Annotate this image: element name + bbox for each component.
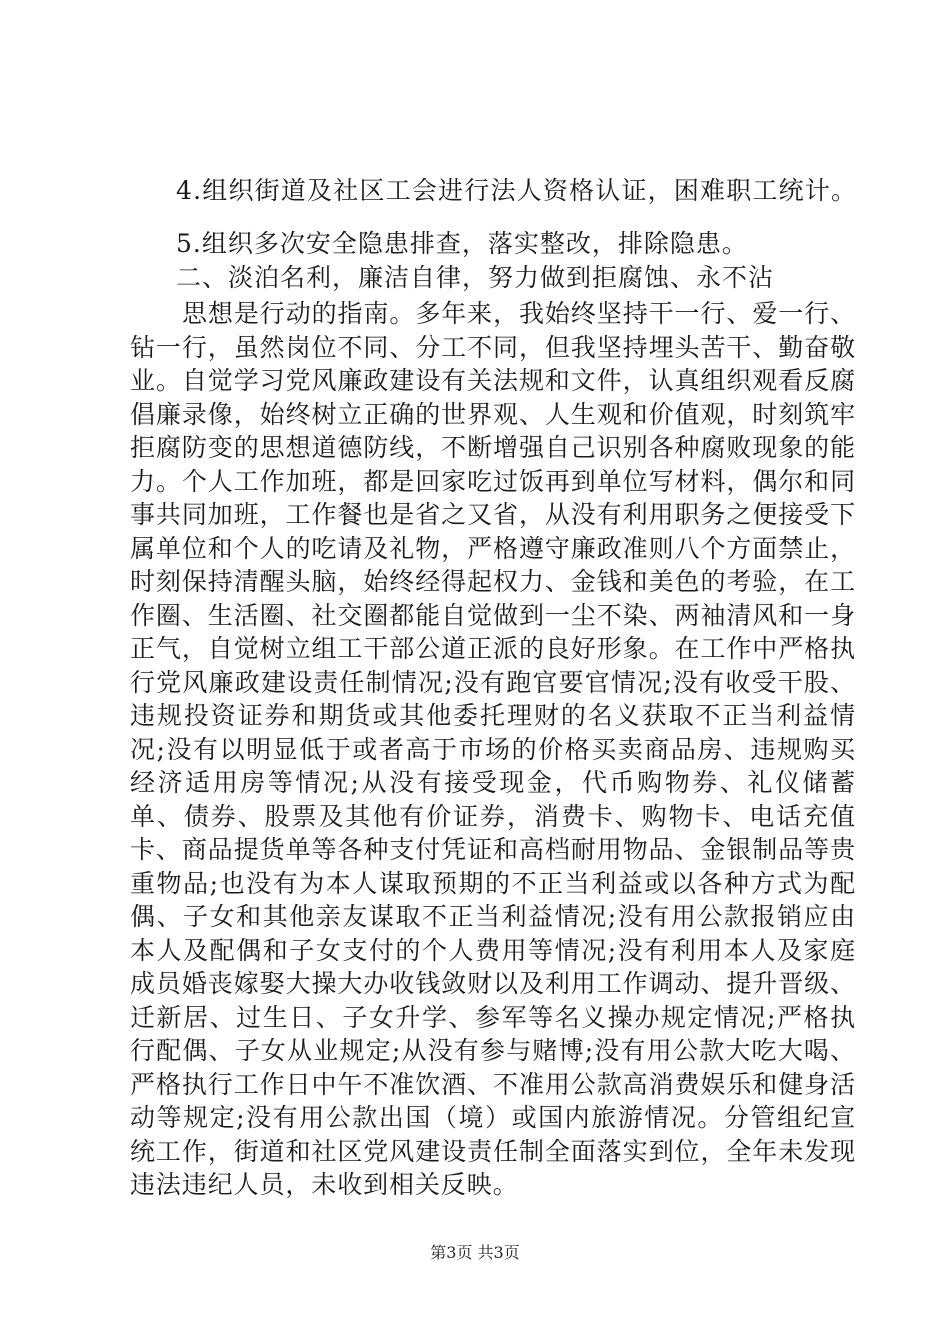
page-footer: 第3页 共3页 — [430, 1243, 520, 1262]
section-heading: 二、淡泊名利，廉洁自律，努力做到拒腐蚀、永不沾 — [176, 263, 775, 292]
list-item-4: 4.组织街道及社区工会进行法人资格认证，困难职工统计。 — [176, 176, 858, 205]
list-item-5: 5.组织多次安全隐患排查，落实整改，排除隐患。 — [176, 229, 748, 258]
body-paragraph: 思想是行动的指南。多年来，我始终坚持干一行、爱一行、钻一行，虽然岗位不同、分工不同，但我坚持埋头苦干、勤奋敬业。自觉学习党风廉政建设有关法规和文件，认真组织观看反腐倡廉录像，始终树立正确的世界观、人生观和价值观，时刻筑牢拒腐防变的思想道德防线，不断增强自己识别各种腐败现象的能力。个人工作加班，都是回家吃过饭再到单位写材料，偶尔和同事共同加班，工作餐也是省之又省，从没有利用职务之便接受下属单位和个人的吃请及礼物，严格遵守廉政准则八个方面禁止，时刻保持清醒头脑，始终经得起权力、金钱和美色的考验，在工作圈、生活圈、社交圈都能自觉做到一尘不染、两袖清风和一身正气，自觉树立组工干部公道正派的良好形象。在工作中严格执行党风廉政建设责任制情况;没有跑官要官情况;没有收受干股、违规投资证券和期货或其他委托理财的名义获取不正当利益情况;没有以明显低于或者高于市场的价格买卖商品房、违规购买经济适用房等情况;从没有接受现金，代币购物券、礼仪储蓄单、债券、股票及其他有价证券，消费卡、购物卡、电话充值卡、商品提货单等各种支付凭证和高档耐用物品、金银制品等贵重物品;也没有为本人谋取预期的不正当利益或以各种方式为配偶、子女和其他亲友谋取不正当利益情况;没有用公款报销应由本人及配偶和子女支付的个人费用等情况;没有利用本人及家庭成员婚丧嫁娶大操大办收钱敛财以及利用工作调动、提升晋级、迁新居、过生日、子女升学、参军等名义操办规定情况;严格执行配偶、子女从业规定;从没有参与赌博;没有用公款大吃大喝、严格执行工作日中午不准饮酒、不准用公款高消费娱乐和健身活动等规定;没有用公款出国（境）或国内旅游情况。分管组纪宣统工作，街道和社区党风建设责任制全面落实到位，全年未发现违法违纪人员，未收到相关反映。 — [130, 299, 856, 1199]
